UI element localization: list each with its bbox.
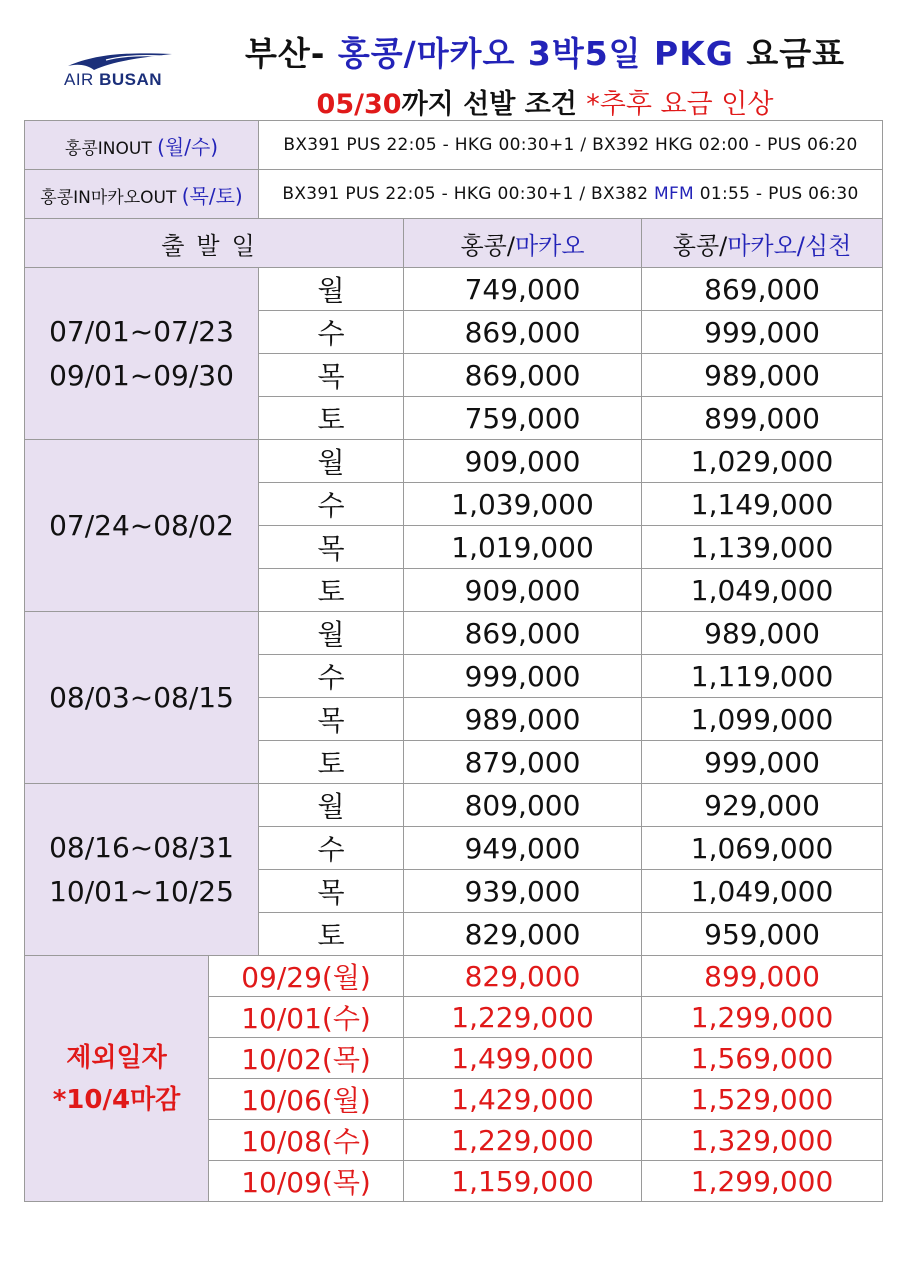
flight-schedule: BX391 PUS 22:05 - HKG 00:30+1 / BX382 MFM 01:55 - PUS 06:30 — [259, 170, 883, 219]
exclusion-label-line: 제외일자 — [66, 1042, 167, 1073]
excluded-date-cell: 09/29(월) — [209, 956, 404, 997]
wing-icon — [66, 50, 176, 72]
weekday-cell: 목 — [259, 354, 404, 397]
header-departure-date: 출발일 — [25, 219, 404, 268]
period-range-line: 07/01~07/23 — [49, 314, 234, 348]
fare-table — [24, 120, 883, 1202]
weekday-cell: 월 — [259, 268, 404, 311]
air-busan-logo — [58, 50, 178, 94]
price-hk-macau: 1,499,000 — [404, 1038, 642, 1079]
price-hk-macau: 749,000 — [404, 268, 642, 311]
weekday-cell: 월 — [259, 440, 404, 483]
price-hk-macau-shenzhen: 1,149,000 — [642, 483, 883, 526]
price-hk-macau: 1,159,000 — [404, 1161, 642, 1202]
weekday-cell: 토 — [259, 569, 404, 612]
price-hk-macau: 869,000 — [404, 354, 642, 397]
period-range-line: 08/16~08/31 — [49, 830, 234, 864]
price-hk-macau: 829,000 — [404, 913, 642, 956]
weekday-cell: 월 — [259, 784, 404, 827]
exclusion-label — [25, 956, 209, 1202]
price-hk-macau-shenzhen: 1,139,000 — [642, 526, 883, 569]
price-hk-macau: 949,000 — [404, 827, 642, 870]
price-hk-macau: 869,000 — [404, 311, 642, 354]
table-row — [25, 612, 883, 655]
period-range-line: 10/01~10/25 — [49, 874, 234, 908]
flight-info-row — [25, 170, 883, 219]
header-hk-macau: 홍콩/마카오 — [404, 219, 642, 268]
table-row — [25, 440, 883, 483]
price-hk-macau-shenzhen: 1,569,000 — [642, 1038, 883, 1079]
weekday-cell: 수 — [259, 655, 404, 698]
price-hk-macau: 939,000 — [404, 870, 642, 913]
period-range — [25, 784, 259, 956]
price-hk-macau-shenzhen: 1,049,000 — [642, 569, 883, 612]
period-range — [25, 268, 259, 440]
table-row — [25, 268, 883, 311]
period-range-line: 08/03~08/15 — [49, 680, 234, 714]
weekday-cell: 토 — [259, 741, 404, 784]
price-hk-macau-shenzhen: 1,099,000 — [642, 698, 883, 741]
price-hk-macau-shenzhen: 1,529,000 — [642, 1079, 883, 1120]
excluded-date-cell: 10/02(목) — [209, 1038, 404, 1079]
period-range-line: 09/01~09/30 — [49, 358, 234, 392]
excluded-date-cell: 10/06(월) — [209, 1079, 404, 1120]
price-hk-macau: 1,019,000 — [404, 526, 642, 569]
price-hk-macau: 1,229,000 — [404, 1120, 642, 1161]
price-hk-macau: 909,000 — [404, 440, 642, 483]
weekday-cell: 수 — [259, 483, 404, 526]
price-hk-macau-shenzhen: 1,299,000 — [642, 1161, 883, 1202]
price-hk-macau-shenzhen: 999,000 — [642, 311, 883, 354]
weekday-cell: 목 — [259, 698, 404, 741]
price-hk-macau-shenzhen: 999,000 — [642, 741, 883, 784]
price-hk-macau: 989,000 — [404, 698, 642, 741]
excluded-date-cell: 10/01(수) — [209, 997, 404, 1038]
price-hk-macau-shenzhen: 1,299,000 — [642, 997, 883, 1038]
price-hk-macau: 1,039,000 — [404, 483, 642, 526]
weekday-cell: 목 — [259, 870, 404, 913]
table-row — [25, 784, 883, 827]
exclusion-label-line: *10/4마감 — [52, 1084, 181, 1115]
weekday-cell: 수 — [259, 827, 404, 870]
period-range — [25, 440, 259, 612]
price-hk-macau-shenzhen: 929,000 — [642, 784, 883, 827]
price-hk-macau-shenzhen: 899,000 — [642, 956, 883, 997]
price-hk-macau-shenzhen: 1,049,000 — [642, 870, 883, 913]
price-hk-macau: 879,000 — [404, 741, 642, 784]
flight-info-row — [25, 121, 883, 170]
price-hk-macau-shenzhen: 1,329,000 — [642, 1120, 883, 1161]
price-hk-macau: 809,000 — [404, 784, 642, 827]
weekday-cell: 목 — [259, 526, 404, 569]
price-hk-macau: 869,000 — [404, 612, 642, 655]
flight-schedule: BX391 PUS 22:05 - HKG 00:30+1 / BX392 HKG 02:00 - PUS 06:20 — [259, 121, 883, 170]
price-hk-macau: 999,000 — [404, 655, 642, 698]
flight-info-label: 홍콩IN마카오OUT (목/토) — [25, 170, 259, 219]
price-hk-macau: 1,229,000 — [404, 997, 642, 1038]
price-hk-macau-shenzhen: 1,029,000 — [642, 440, 883, 483]
period-body — [25, 268, 883, 956]
logo-wordmark: AIR BUSAN — [64, 70, 163, 89]
price-hk-macau: 829,000 — [404, 956, 642, 997]
weekday-cell: 수 — [259, 311, 404, 354]
period-range — [25, 612, 259, 784]
price-hk-macau-shenzhen: 869,000 — [642, 268, 883, 311]
excluded-date-cell: 10/08(수) — [209, 1120, 404, 1161]
exclusion-row — [25, 956, 883, 997]
price-hk-macau-shenzhen: 989,000 — [642, 612, 883, 655]
price-hk-macau-shenzhen: 1,069,000 — [642, 827, 883, 870]
excluded-date-cell: 10/09(목) — [209, 1161, 404, 1202]
price-hk-macau-shenzhen: 1,119,000 — [642, 655, 883, 698]
page-subtitle: 05/30까지 선발 조건 *추후 요금 인상 — [316, 89, 774, 120]
page-title: 부산- 홍콩/마카오 3박5일 PKG 요금표 — [244, 34, 846, 73]
weekday-cell: 토 — [259, 913, 404, 956]
exclusion-body — [25, 956, 883, 1202]
flight-info-label: 홍콩INOUT (월/수) — [25, 121, 259, 170]
weekday-cell: 토 — [259, 397, 404, 440]
table-header-row — [25, 219, 883, 268]
price-hk-macau-shenzhen: 899,000 — [642, 397, 883, 440]
header-hk-macau-shenzhen: 홍콩/마카오/심천 — [642, 219, 883, 268]
price-hk-macau: 1,429,000 — [404, 1079, 642, 1120]
price-hk-macau: 909,000 — [404, 569, 642, 612]
price-hk-macau-shenzhen: 959,000 — [642, 913, 883, 956]
period-range-line: 07/24~08/02 — [49, 508, 234, 542]
weekday-cell: 월 — [259, 612, 404, 655]
price-hk-macau-shenzhen: 989,000 — [642, 354, 883, 397]
price-hk-macau: 759,000 — [404, 397, 642, 440]
